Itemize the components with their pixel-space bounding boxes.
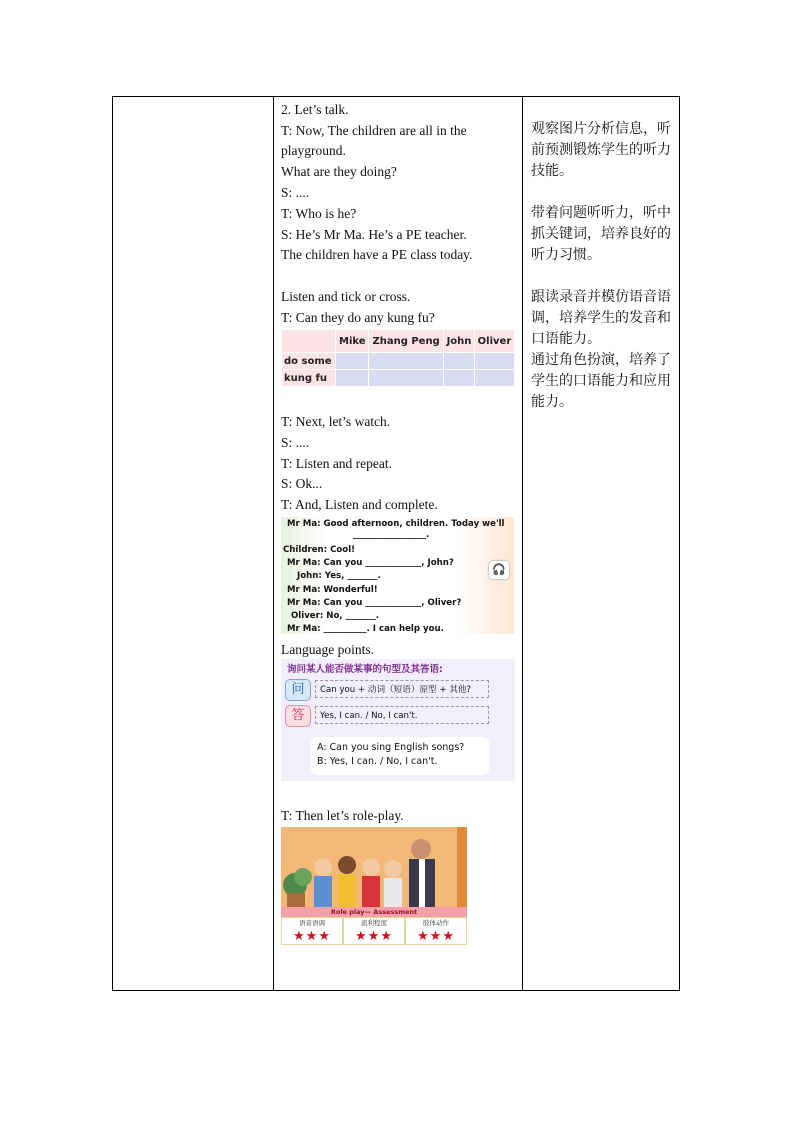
- dialogue-line: T: Can they do any kung fu?: [281, 310, 435, 325]
- assessment-cell: [281, 917, 343, 945]
- dialogue-text: John: Yes, _______.: [297, 571, 381, 581]
- lesson-plan-table: [112, 96, 680, 991]
- dialogue-line: T: Then let’s role-play.: [281, 808, 404, 823]
- dialogue-text: Oliver: No, _______.: [291, 611, 379, 621]
- criterion-label: 肢体动作: [423, 920, 449, 927]
- dialogue-text: Mr Ma: Can you _____________, Oliver?: [287, 598, 462, 608]
- criterion-label: 语音语调: [299, 920, 325, 927]
- table-header: Zhang Peng: [369, 330, 444, 353]
- dialogue-text: Mr Ma: __________. I can help you.: [287, 624, 444, 634]
- pattern-title: 询问某人能否做某事的句型及其答语:: [287, 664, 443, 675]
- role-play-image: [281, 827, 467, 945]
- dialogue-line: S: He’s Mr Ma. He’s a PE teacher.: [281, 227, 467, 242]
- star-rating: ★★★: [293, 928, 331, 943]
- role-play-caption: Role play— Assessment: [281, 907, 467, 917]
- dialogue-line: T: And, Listen and complete.: [281, 497, 438, 512]
- purpose-paragraph: 带着问题听听力，听中抓关键词，培养良好的听力习惯。: [531, 205, 671, 263]
- table-header: [282, 330, 336, 353]
- table-header: Mike: [336, 330, 369, 353]
- tick-cell: [369, 370, 444, 387]
- dialogue-line: The children have a PE class today.: [281, 247, 473, 262]
- row-label: do some: [282, 353, 336, 370]
- assessment-grid: [281, 917, 467, 945]
- dialogue-line: playground.: [281, 143, 346, 158]
- instruction-line: Listen and tick or cross.: [281, 289, 411, 304]
- dialogue-line: T: Next, let’s watch.: [281, 414, 391, 429]
- dialogue-text: Mr Ma: Wonderful!: [287, 585, 378, 595]
- purpose-paragraph: 观察图片分析信息，听前预测锻炼学生的听力技能。: [531, 121, 671, 179]
- answer-badge: 答: [285, 705, 311, 727]
- dialogue-line: What are they doing?: [281, 164, 397, 179]
- section-heading: Language points.: [281, 642, 374, 657]
- headphone-icon[interactable]: 🎧: [489, 561, 509, 579]
- answer-pattern: Yes, I can. / No, I can't.: [315, 706, 489, 724]
- dialogue-line: T: Now, The children are all in the: [281, 123, 467, 138]
- question-badge: 问: [285, 679, 311, 701]
- example-question: A: Can you sing English songs?: [317, 742, 465, 753]
- criterion-label: 流利程度: [361, 920, 387, 927]
- purpose-paragraph: 通过角色扮演，培养了学生的口语能力和应用能力。: [531, 352, 671, 410]
- assessment-cell: [343, 917, 405, 945]
- column-divider-2: [522, 97, 523, 990]
- dialogue-line: T: Listen and repeat.: [281, 456, 393, 471]
- language-points-image: [281, 659, 515, 781]
- tick-cell: [444, 353, 475, 370]
- example-answer: B: Yes, I can. / No, I can't.: [317, 756, 438, 767]
- design-purpose-column: [531, 119, 677, 413]
- tick-cell: [336, 370, 369, 387]
- tick-cell: [444, 370, 475, 387]
- question-pattern: Can you + 动词（短语）原型 + 其他?: [315, 680, 489, 698]
- dialogue-line: T: Who is he?: [281, 206, 357, 221]
- dialogue-line: S: ....: [281, 185, 310, 200]
- row-label: kung fu: [282, 370, 336, 387]
- purpose-paragraph: 跟读录音并模仿语音语调，培养学生的发音和口语能力。: [531, 289, 671, 347]
- dialogue-line: S: ....: [281, 435, 310, 450]
- assessment-cell: [405, 917, 467, 945]
- table-header: John: [444, 330, 475, 353]
- children-and-teacher-illustration: [281, 827, 467, 907]
- star-rating: ★★★: [417, 928, 455, 943]
- dialogue-text: Mr Ma: Good afternoon, children. Today we'll: [287, 519, 505, 529]
- section-heading: 2. Let’s talk.: [281, 102, 349, 117]
- classroom-illustration: [281, 827, 467, 907]
- listen-and-complete-image: [281, 517, 514, 634]
- column-divider-1: [273, 97, 274, 990]
- kung-fu-tick-table: [281, 329, 515, 387]
- dialogue-text: Mr Ma: Can you _____________, John?: [287, 558, 454, 568]
- dialogue-text: _________________.: [353, 530, 430, 540]
- tick-cell: [336, 353, 369, 370]
- tick-cell: [474, 353, 514, 370]
- star-rating: ★★★: [355, 928, 393, 943]
- tick-cell: [474, 370, 514, 387]
- dialogue-line: S: Ok...: [281, 476, 323, 491]
- example-box: [311, 737, 489, 775]
- dialogue-text: Children: Cool!: [283, 545, 356, 555]
- tick-cell: [369, 353, 444, 370]
- table-header: Oliver: [474, 330, 514, 353]
